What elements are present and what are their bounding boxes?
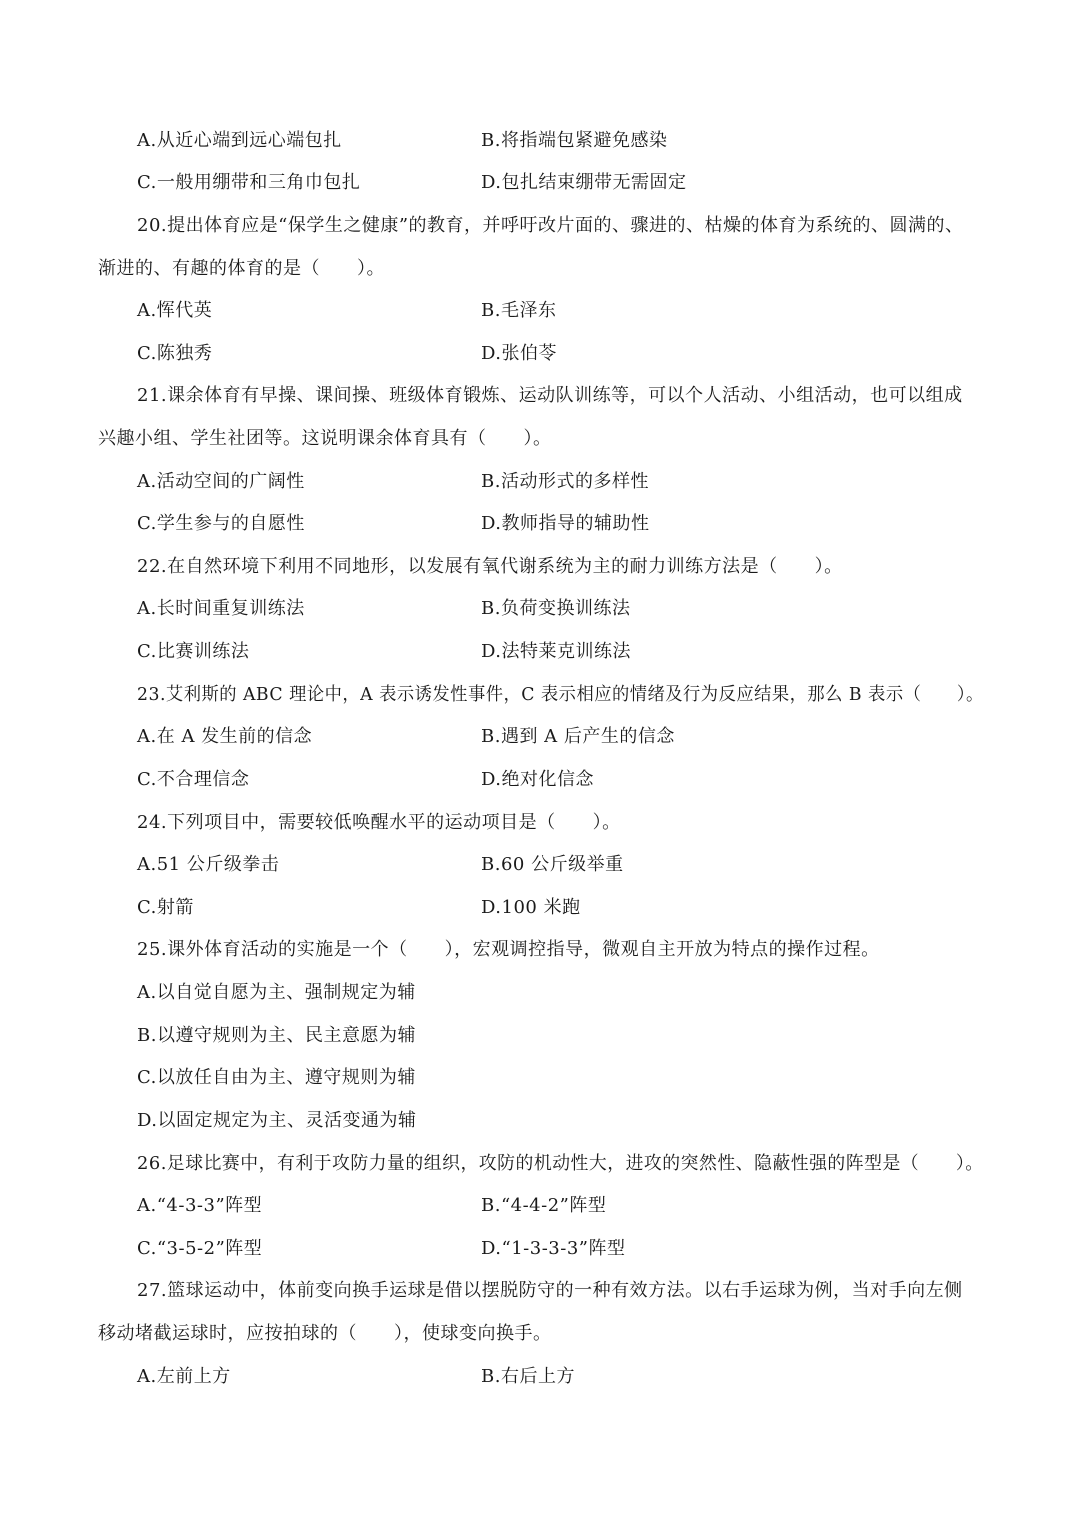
q22-option-d: D.法特莱克训练法 xyxy=(481,641,632,662)
q25-stem: 25.课外体育活动的实施是一个（ ），宏观调控指导，微观自主开放为特点的操作过程。 xyxy=(137,939,880,960)
q26-option-d: D.“1-3-3-3”阵型 xyxy=(481,1238,626,1259)
q27-stem-line2: 移动堵截运球时，应按拍球的（ ），使球变向换手。 xyxy=(98,1323,552,1344)
q27-stem-line1: 27.篮球运动中，体前变向换手运球是借以摆脱防守的一种有效方法。以右手运球为例，当对手向左侧 xyxy=(137,1280,963,1301)
q21-stem-line1: 21.课余体育有早操、课间操、班级体育锻炼、运动队训练等，可以个人活动、小组活动，也可以组成 xyxy=(137,385,963,406)
q26-option-b: B.“4-4-2”阵型 xyxy=(481,1195,607,1216)
q21-stem-line2: 兴趣小组、学生社团等。这说明课余体育具有（ ）。 xyxy=(98,428,552,449)
q23-option-d: D.绝对化信念 xyxy=(481,769,595,790)
q23-option-b: B.遇到 A 后产生的信念 xyxy=(481,726,675,747)
q21-option-c: C.学生参与的自愿性 xyxy=(137,513,305,534)
q24-option-b: B.60 公斤级举重 xyxy=(481,854,624,875)
q20-option-a: A.恽代英 xyxy=(137,300,213,321)
q26-option-a: A.“4-3-3”阵型 xyxy=(137,1195,263,1216)
q22-option-a: A.长时间重复训练法 xyxy=(137,598,305,619)
q19-option-d: D.包扎结束绷带无需固定 xyxy=(481,172,687,193)
q20-stem-line2: 渐进的、有趣的体育的是（ ）。 xyxy=(98,258,385,279)
q19-option-b: B.将指端包紧避免感染 xyxy=(481,130,668,151)
q20-option-c: C.陈独秀 xyxy=(137,343,213,364)
q21-option-d: D.教师指导的辅助性 xyxy=(481,513,650,534)
q24-option-c: C.射箭 xyxy=(137,897,194,918)
q20-stem-line1: 20.提出体育应是“保学生之健康”的教育，并呼吁改片面的、骤进的、枯燥的体育为系统的、圆满的、 xyxy=(137,215,964,236)
q26-stem: 26.足球比赛中，有利于攻防力量的组织，攻防的机动性大，进攻的突然性、隐蔽性强的阵型是（ ）。 xyxy=(137,1153,984,1174)
q23-option-c: C.不合理信念 xyxy=(137,769,250,790)
q22-stem: 22.在自然环境下利用不同地形，以发展有氧代谢系统为主的耐力训练方法是（ ）。 xyxy=(137,556,843,577)
q23-option-a: A.在 A 发生前的信念 xyxy=(137,726,313,747)
q25-option-b: B.以遵守规则为主、民主意愿为辅 xyxy=(137,1025,416,1046)
q21-option-b: B.活动形式的多样性 xyxy=(481,471,649,492)
q25-option-a: A.以自觉自愿为主、强制规定为辅 xyxy=(137,982,416,1003)
q22-option-c: C.比赛训练法 xyxy=(137,641,250,662)
q19-option-c: C.一般用绷带和三角巾包扎 xyxy=(137,172,361,193)
q20-option-b: B.毛泽东 xyxy=(481,300,557,321)
q26-option-c: C.“3-5-2”阵型 xyxy=(137,1238,263,1259)
q21-option-a: A.活动空间的广阔性 xyxy=(137,471,305,492)
q23-stem: 23.艾利斯的 ABC 理论中，A 表示诱发性事件，C 表示相应的情绪及行为反应结果，那么 B 表示（ ）。 xyxy=(137,684,984,705)
q19-option-a: A.从近心端到远心端包扎 xyxy=(137,130,342,151)
q25-option-c: C.以放任自由为主、遵守规则为辅 xyxy=(137,1067,416,1088)
q27-option-a: A.左前上方 xyxy=(137,1366,231,1387)
q20-option-d: D.张伯苓 xyxy=(481,343,558,364)
q24-option-d: D.100 米跑 xyxy=(481,897,581,918)
q24-option-a: A.51 公斤级拳击 xyxy=(137,854,280,875)
q22-option-b: B.负荷变换训练法 xyxy=(481,598,631,619)
q24-stem: 24.下列项目中，需要较低唤醒水平的运动项目是（ ）。 xyxy=(137,812,621,833)
q27-option-b: B.右后上方 xyxy=(481,1366,575,1387)
q25-option-d: D.以固定规定为主、灵活变通为辅 xyxy=(137,1110,417,1131)
